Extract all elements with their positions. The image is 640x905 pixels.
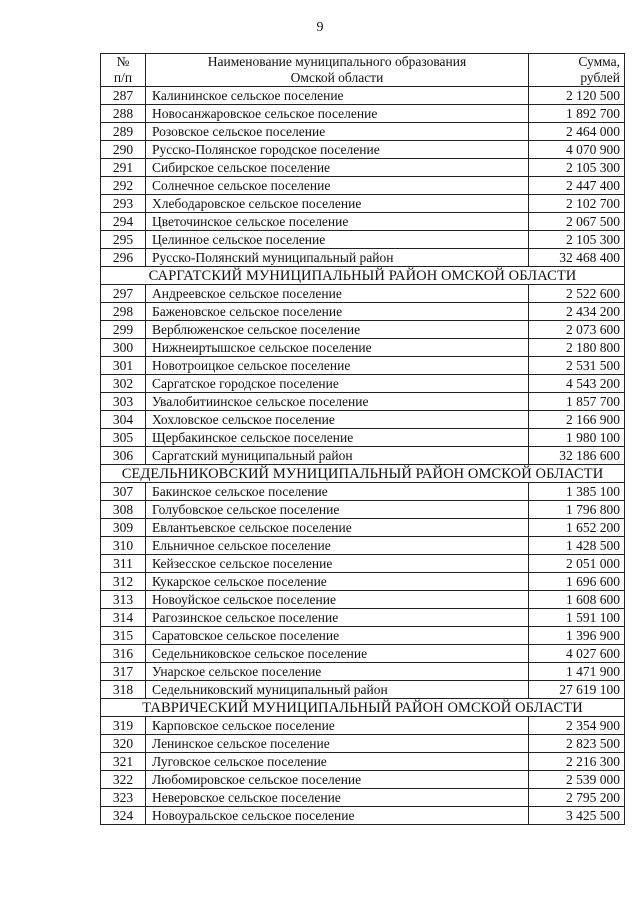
- header-row: [101, 54, 625, 87]
- row-sum: 2 166 900: [529, 411, 625, 429]
- table-row: [101, 303, 625, 321]
- page-number: 9: [316, 20, 324, 35]
- row-number: 320: [101, 735, 146, 753]
- row-sum: 2 354 900: [529, 717, 625, 735]
- table-row: [101, 393, 625, 411]
- row-sum: 2 073 600: [529, 321, 625, 339]
- row-number: 322: [101, 771, 146, 789]
- row-name: Сибирское сельское поселение: [146, 159, 529, 177]
- table-row: [101, 195, 625, 213]
- row-sum: 1 796 800: [529, 501, 625, 519]
- row-sum: 2 522 600: [529, 285, 625, 303]
- table-row: [101, 771, 625, 789]
- table-row: [101, 447, 625, 465]
- row-name: Русско-Полянское городское поселение: [146, 141, 529, 159]
- table-body: [101, 87, 625, 825]
- table-row: [101, 339, 625, 357]
- row-number: 307: [101, 483, 146, 501]
- row-sum: 2 464 000: [529, 123, 625, 141]
- row-sum: 2 795 200: [529, 789, 625, 807]
- table-row: [101, 501, 625, 519]
- row-sum: 1 652 200: [529, 519, 625, 537]
- header-number-line1: №: [116, 54, 130, 69]
- row-number: 323: [101, 789, 146, 807]
- table-row: [101, 159, 625, 177]
- table-row: [101, 519, 625, 537]
- row-name: Хлебодаровское сельское поселение: [146, 195, 529, 213]
- row-number: 294: [101, 213, 146, 231]
- row-name: Бакинское сельское поселение: [146, 483, 529, 501]
- row-sum: 2 180 800: [529, 339, 625, 357]
- row-sum: 2 102 700: [529, 195, 625, 213]
- row-number: 309: [101, 519, 146, 537]
- row-number: 316: [101, 645, 146, 663]
- table-row: [101, 681, 625, 699]
- row-sum: 1 591 100: [529, 609, 625, 627]
- row-number: 287: [101, 87, 146, 105]
- row-sum: 32 468 400: [529, 249, 625, 267]
- row-number: 313: [101, 591, 146, 609]
- row-number: 310: [101, 537, 146, 555]
- table-row: [101, 213, 625, 231]
- table-row: [101, 249, 625, 267]
- section-title: СЕДЕЛЬНИКОВСКИЙ МУНИЦИПАЛЬНЫЙ РАЙОН ОМСКОЙ ОБЛАСТИ: [101, 465, 625, 483]
- row-sum: 2 531 500: [529, 357, 625, 375]
- row-sum: 2 105 300: [529, 159, 625, 177]
- table-row: [101, 789, 625, 807]
- row-sum: 4 543 200: [529, 375, 625, 393]
- row-number: 299: [101, 321, 146, 339]
- row-sum: 1 608 600: [529, 591, 625, 609]
- row-number: 303: [101, 393, 146, 411]
- row-name: Новоуральское сельское поселение: [146, 807, 529, 825]
- row-sum: 1 385 100: [529, 483, 625, 501]
- table-row: [101, 177, 625, 195]
- row-name: Саратовское сельское поселение: [146, 627, 529, 645]
- row-name: Розовское сельское поселение: [146, 123, 529, 141]
- header-name: [146, 54, 529, 87]
- table-row: [101, 123, 625, 141]
- row-name: Неверовское сельское поселение: [146, 789, 529, 807]
- row-sum: 32 186 600: [529, 447, 625, 465]
- row-name: Целинное сельское поселение: [146, 231, 529, 249]
- row-name: Новосанжаровское сельское поселение: [146, 105, 529, 123]
- row-sum: 3 425 500: [529, 807, 625, 825]
- header-name-line2: Омской области: [290, 70, 384, 85]
- table-row: [101, 105, 625, 123]
- row-name: Верблюженское сельское поселение: [146, 321, 529, 339]
- row-name: Нижнеиртышское сельское поселение: [146, 339, 529, 357]
- table-row: [101, 285, 625, 303]
- table-row: [101, 429, 625, 447]
- row-number: 295: [101, 231, 146, 249]
- table-header: [101, 54, 625, 87]
- table-row: [101, 627, 625, 645]
- row-name: Андреевское сельское поселение: [146, 285, 529, 303]
- row-name: Кукарское сельское поселение: [146, 573, 529, 591]
- row-number: 317: [101, 663, 146, 681]
- row-number: 297: [101, 285, 146, 303]
- row-name: Баженовское сельское поселение: [146, 303, 529, 321]
- row-sum: 1 857 700: [529, 393, 625, 411]
- row-number: 292: [101, 177, 146, 195]
- row-name: Седельниковское сельское поселение: [146, 645, 529, 663]
- row-sum: 2 447 400: [529, 177, 625, 195]
- row-sum: 2 539 000: [529, 771, 625, 789]
- table-row: [101, 753, 625, 771]
- row-name: Ленинское сельское поселение: [146, 735, 529, 753]
- row-sum: 2 051 000: [529, 555, 625, 573]
- row-number: 306: [101, 447, 146, 465]
- table-row: [101, 609, 625, 627]
- row-name: Луговское сельское поселение: [146, 753, 529, 771]
- row-number: 298: [101, 303, 146, 321]
- row-name: Евлантьевское сельское поселение: [146, 519, 529, 537]
- table-row: [101, 591, 625, 609]
- header-number: [101, 54, 146, 87]
- header-number-line2: п/п: [113, 70, 133, 85]
- table-row: [101, 645, 625, 663]
- row-number: 300: [101, 339, 146, 357]
- row-number: 290: [101, 141, 146, 159]
- row-sum: 1 980 100: [529, 429, 625, 447]
- table-row: [101, 87, 625, 105]
- row-sum: 1 471 900: [529, 663, 625, 681]
- row-number: 312: [101, 573, 146, 591]
- section-title: ТАВРИЧЕСКИЙ МУНИЦИПАЛЬНЫЙ РАЙОН ОМСКОЙ ОБЛАСТИ: [101, 699, 625, 717]
- section-header-row: [101, 699, 625, 717]
- table-row: [101, 555, 625, 573]
- row-name: Саргатское городское поселение: [146, 375, 529, 393]
- row-number: 288: [101, 105, 146, 123]
- table-row: [101, 717, 625, 735]
- row-name: Новотроицкое сельское поселение: [146, 357, 529, 375]
- table-row: [101, 321, 625, 339]
- row-name: Седельниковский муниципальный район: [146, 681, 529, 699]
- row-number: 319: [101, 717, 146, 735]
- table-row: [101, 537, 625, 555]
- table-row: [101, 375, 625, 393]
- row-number: 301: [101, 357, 146, 375]
- row-name: Новоуйское сельское поселение: [146, 591, 529, 609]
- row-sum: 2 216 300: [529, 753, 625, 771]
- row-name: Любомировское сельское поселение: [146, 771, 529, 789]
- row-number: 321: [101, 753, 146, 771]
- row-name: Кейзесское сельское поселение: [146, 555, 529, 573]
- row-sum: 2 120 500: [529, 87, 625, 105]
- table-row: [101, 807, 625, 825]
- row-name: Рагозинское сельское поселение: [146, 609, 529, 627]
- section-header-row: [101, 465, 625, 483]
- allocation-table: [100, 53, 625, 825]
- row-number: 311: [101, 555, 146, 573]
- row-name: Щербакинское сельское поселение: [146, 429, 529, 447]
- row-name: Карповское сельское поселение: [146, 717, 529, 735]
- row-sum: 2 434 200: [529, 303, 625, 321]
- row-name: Саргатский муниципальный район: [146, 447, 529, 465]
- row-number: 315: [101, 627, 146, 645]
- row-name: Голубовское сельское поселение: [146, 501, 529, 519]
- row-name: Солнечное сельское поселение: [146, 177, 529, 195]
- row-sum: 4 027 600: [529, 645, 625, 663]
- table-row: [101, 141, 625, 159]
- row-sum: 1 696 600: [529, 573, 625, 591]
- row-number: 296: [101, 249, 146, 267]
- row-name: Хохловское сельское поселение: [146, 411, 529, 429]
- table-row: [101, 573, 625, 591]
- row-sum: 27 619 100: [529, 681, 625, 699]
- row-sum: 1 892 700: [529, 105, 625, 123]
- section-header-row: [101, 267, 625, 285]
- row-name: Увалобитиинское сельское поселение: [146, 393, 529, 411]
- row-name: Ельничное сельское поселение: [146, 537, 529, 555]
- row-number: 291: [101, 159, 146, 177]
- header-sum-line2: рублей: [580, 70, 620, 85]
- row-name: Русско-Полянский муниципальный район: [146, 249, 529, 267]
- table-row: [101, 411, 625, 429]
- row-name: Калининское сельское поселение: [146, 87, 529, 105]
- row-sum: 4 070 900: [529, 141, 625, 159]
- row-number: 308: [101, 501, 146, 519]
- section-title: САРГАТСКИЙ МУНИЦИПАЛЬНЫЙ РАЙОН ОМСКОЙ ОБЛАСТИ: [101, 267, 625, 285]
- header-sum: [529, 54, 625, 87]
- table-row: [101, 735, 625, 753]
- row-number: 318: [101, 681, 146, 699]
- row-number: 324: [101, 807, 146, 825]
- row-sum: 2 105 300: [529, 231, 625, 249]
- table-row: [101, 357, 625, 375]
- table-row: [101, 483, 625, 501]
- row-number: 289: [101, 123, 146, 141]
- row-sum: 1 428 500: [529, 537, 625, 555]
- row-sum: 2 067 500: [529, 213, 625, 231]
- header-name-line1: Наименование муниципального образования: [207, 54, 467, 69]
- row-sum: 2 823 500: [529, 735, 625, 753]
- row-number: 293: [101, 195, 146, 213]
- row-number: 302: [101, 375, 146, 393]
- row-number: 304: [101, 411, 146, 429]
- row-sum: 1 396 900: [529, 627, 625, 645]
- table-row: [101, 663, 625, 681]
- row-number: 314: [101, 609, 146, 627]
- row-number: 305: [101, 429, 146, 447]
- header-sum-line1: Сумма,: [578, 54, 620, 69]
- table-row: [101, 231, 625, 249]
- row-name: Цветочинское сельское поселение: [146, 213, 529, 231]
- row-name: Унарское сельское поселение: [146, 663, 529, 681]
